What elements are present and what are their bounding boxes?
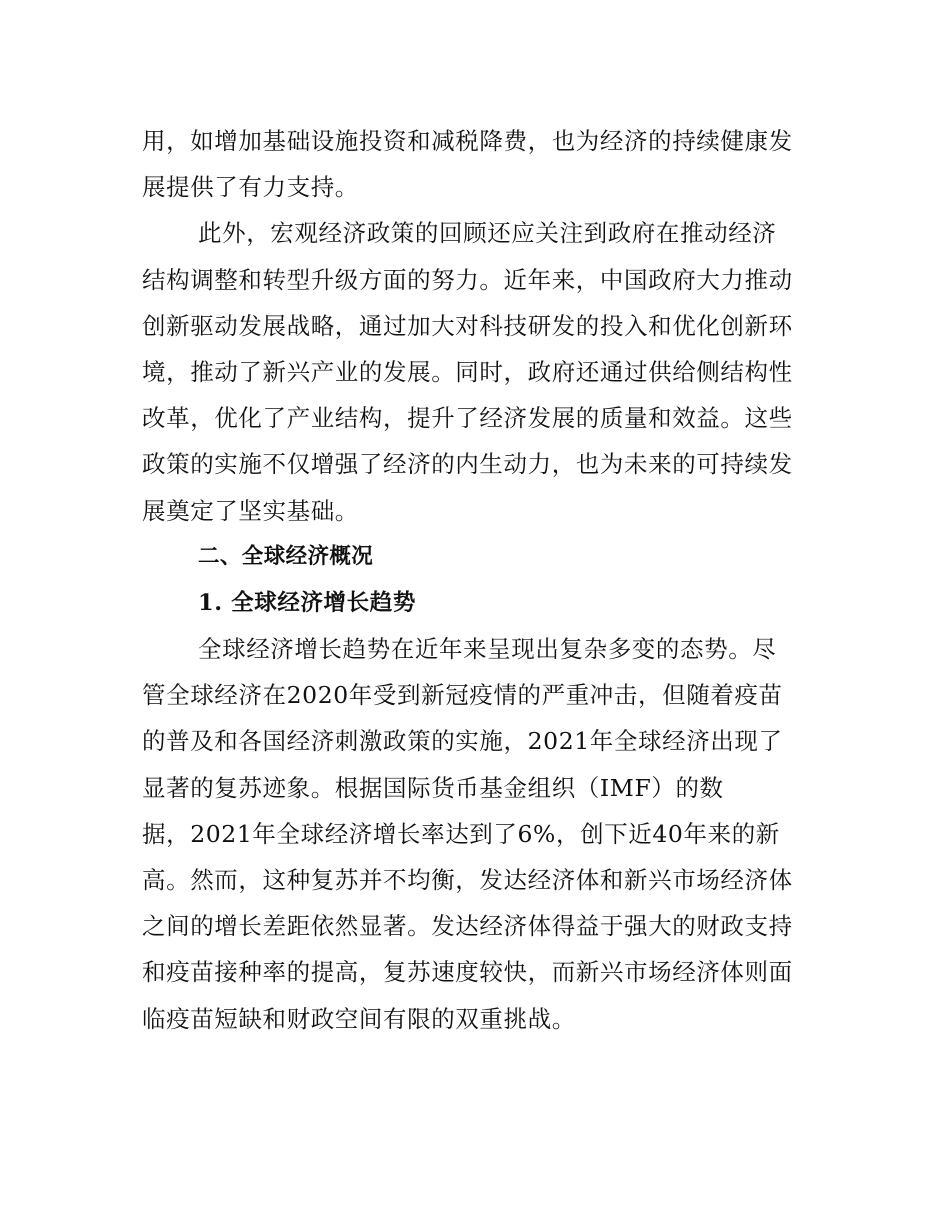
paragraph-line: 展奠定了坚实基础。: [142, 496, 359, 525]
paragraph-line: 境，推动了新兴产业的发展。同时，政府还通过供给侧结构性: [142, 357, 793, 386]
paragraph-line: 此外，宏观经济政策的回顾还应关注到政府在推动经济: [198, 219, 777, 248]
document-body: [142, 118, 832, 1042]
paragraph-line: 和疫苗接种率的提高，复苏速度较快，而新兴市场经济体则面: [142, 958, 793, 987]
paragraph-line: 高。然而，这种复苏并不均衡，发达经济体和新兴市场经济体: [142, 866, 793, 894]
section-heading: 二、全球经济概况: [198, 543, 374, 569]
paragraph-line: 的普及和各国经济刺激政策的实施，2021年全球经济出现了: [142, 727, 783, 756]
paragraph-line: 之间的增长差距依然显著。发达经济体得益于强大的财政支持: [142, 912, 793, 941]
paragraph-line: 全球经济增长趋势在近年来呈现出复杂多变的态势。尽: [198, 635, 777, 664]
paragraph-line: 结构调整和转型升级方面的努力。近年来，中国政府大力推动: [142, 265, 793, 294]
paragraph-line: 创新驱动发展战略，通过加大对科技研发的投入和优化创新环: [142, 311, 793, 340]
paragraph-structural-reform: [142, 210, 832, 533]
paragraph-line: 展提供了有力支持。: [142, 173, 359, 202]
paragraph-line: 改革，优化了产业结构，提升了经济发展的质量和效益。这些: [142, 404, 793, 433]
paragraph-line: 政策的实施不仅增强了经济的内生动力，也为未来的可持续发: [142, 450, 793, 479]
paragraph-line: 显著的复苏迹象。根据国际货币基金组织（IMF）的数: [142, 773, 724, 802]
paragraph-policy-effects: [142, 118, 832, 210]
paragraph-line: 临疫苗短缺和财政空间有限的双重挑战。: [142, 1004, 576, 1033]
paragraph-line: 管全球经济在2020年受到新冠疫情的严重冲击，但随着疫苗: [142, 681, 783, 710]
subsection-heading: 1. 全球经济增长趋势: [198, 589, 416, 616]
paragraph-line: 据，2021年全球经济增长率达到了6%，创下近40年来的新: [142, 819, 780, 848]
paragraph-global-growth: [142, 626, 832, 1042]
paragraph-line: 用，如增加基础设施投资和减税降费，也为经济的持续健康发: [142, 127, 793, 155]
